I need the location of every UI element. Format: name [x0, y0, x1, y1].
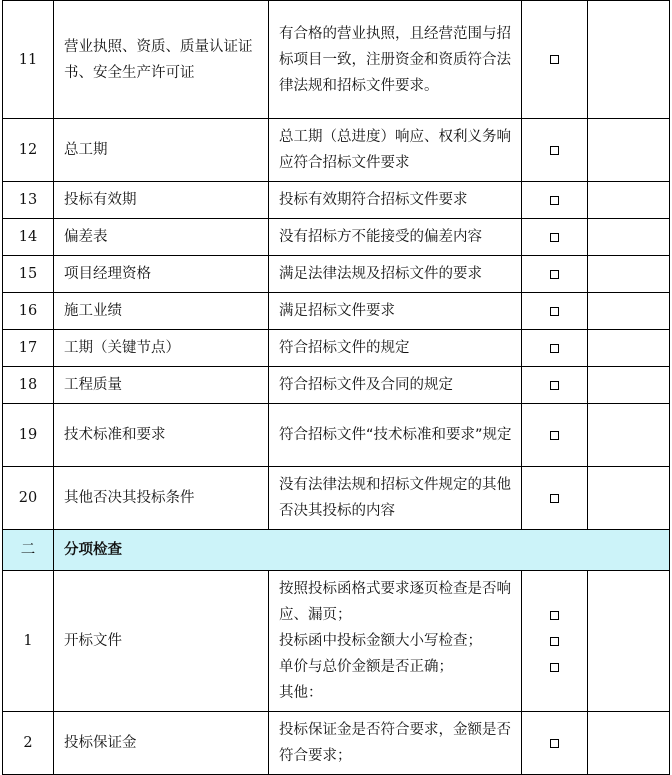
checkbox-icon[interactable] [550, 307, 559, 316]
table-row [3, 182, 670, 219]
criteria-line: 投标函中投标金额大小写检查； [279, 633, 482, 649]
criteria-line: 符合招标文件的规定 [279, 340, 410, 356]
checkbox-icon[interactable] [550, 344, 559, 353]
review-table [2, 0, 670, 775]
check-item: 开标文件 [54, 571, 269, 712]
criteria-line: 单价与总价金额是否正确； [279, 659, 453, 675]
table-row [3, 293, 670, 330]
check-criteria [269, 712, 522, 775]
criteria-line: 符合招标文件及合同的规定 [279, 377, 453, 393]
checkbox-line [522, 224, 587, 250]
check-item: 技术标准和要求 [54, 404, 269, 467]
row-number: 12 [3, 119, 54, 182]
table-row [3, 119, 670, 182]
row-number: 19 [3, 404, 54, 467]
criteria-line: 有合格的营业执照，且经营范围与招标项目一致，注册资金和资质符合法律法规和招标文件要求。 [279, 25, 511, 94]
checkbox-line [522, 335, 587, 361]
remarks-cell [588, 404, 670, 467]
remarks-cell [588, 330, 670, 367]
section-header-row [3, 530, 670, 571]
remarks-cell [588, 571, 670, 712]
remarks-cell [588, 182, 670, 219]
table-row [3, 367, 670, 404]
criteria-line: 满足法律法规及招标文件的要求 [279, 266, 482, 282]
checkbox-line [522, 422, 587, 448]
remarks-cell [588, 256, 670, 293]
checkbox-line [522, 602, 587, 628]
checkbox-icon[interactable] [550, 196, 559, 205]
check-item: 其他否决其投标条件 [54, 467, 269, 530]
table-row [3, 404, 670, 467]
checkbox-icon[interactable] [550, 270, 559, 279]
table-row [3, 467, 670, 530]
check-boxes [522, 330, 588, 367]
row-number: 16 [3, 293, 54, 330]
check-boxes [522, 219, 588, 256]
remarks-cell [588, 119, 670, 182]
table-row [3, 256, 670, 293]
section-title: 分项检查 [54, 530, 670, 571]
check-boxes [522, 1, 588, 119]
check-boxes [522, 367, 588, 404]
check-boxes [522, 571, 588, 712]
row-number: 13 [3, 182, 54, 219]
row-number: 18 [3, 367, 54, 404]
check-boxes [522, 182, 588, 219]
check-criteria [269, 330, 522, 367]
criteria-line: 其他： [279, 685, 323, 701]
table-row [3, 712, 670, 775]
check-boxes [522, 293, 588, 330]
checkbox-line [522, 730, 587, 756]
checkbox-icon[interactable] [550, 663, 559, 672]
section-number: 二 [3, 530, 54, 571]
check-item: 工期（关键节点） [54, 330, 269, 367]
checkbox-line [522, 137, 587, 163]
remarks-cell [588, 293, 670, 330]
criteria-line: 没有法律法规和招标文件规定的其他否决其投标的内容 [279, 477, 511, 519]
row-number: 17 [3, 330, 54, 367]
checkbox-icon[interactable] [550, 494, 559, 503]
checkbox-icon[interactable] [550, 233, 559, 242]
row-number: 15 [3, 256, 54, 293]
criteria-line: 投标保证金是否符合要求，金额是否符合要求； [279, 722, 511, 764]
table-row [3, 219, 670, 256]
checkbox-icon[interactable] [550, 611, 559, 620]
checkbox-line [522, 298, 587, 324]
checkbox-icon[interactable] [550, 55, 559, 64]
check-criteria [269, 571, 522, 712]
check-item: 工程质量 [54, 367, 269, 404]
remarks-cell [588, 367, 670, 404]
criteria-line: 总工期（总进度）响应、权利义务响应符合招标文件要求 [279, 129, 511, 171]
check-boxes [522, 712, 588, 775]
check-boxes [522, 119, 588, 182]
checkbox-icon[interactable] [550, 146, 559, 155]
checkbox-line [522, 654, 587, 680]
row-number: 1 [3, 571, 54, 712]
check-criteria [269, 1, 522, 119]
check-item: 投标有效期 [54, 182, 269, 219]
check-criteria [269, 182, 522, 219]
table-row [3, 571, 670, 712]
remarks-cell [588, 712, 670, 775]
criteria-line: 没有招标方不能接受的偏差内容 [279, 229, 482, 245]
check-criteria [269, 219, 522, 256]
check-item: 投标保证金 [54, 712, 269, 775]
row-number: 2 [3, 712, 54, 775]
row-number: 11 [3, 1, 54, 119]
checkbox-line [522, 47, 587, 73]
checkbox-line [522, 485, 587, 511]
check-criteria [269, 256, 522, 293]
check-boxes [522, 256, 588, 293]
checkbox-icon[interactable] [550, 381, 559, 390]
checkbox-icon[interactable] [550, 739, 559, 748]
criteria-line: 满足招标文件要求 [279, 303, 395, 319]
checkbox-icon[interactable] [550, 637, 559, 646]
check-criteria [269, 293, 522, 330]
row-number: 20 [3, 467, 54, 530]
check-boxes [522, 467, 588, 530]
checkbox-line [522, 628, 587, 654]
remarks-cell [588, 467, 670, 530]
checkbox-line [522, 261, 587, 287]
check-criteria [269, 119, 522, 182]
check-boxes [522, 404, 588, 467]
checkbox-line [522, 187, 587, 213]
check-criteria [269, 467, 522, 530]
check-item: 总工期 [54, 119, 269, 182]
check-item: 施工业绩 [54, 293, 269, 330]
criteria-line: 按照投标函格式要求逐页检查是否响应、漏页； [279, 581, 511, 623]
check-item: 营业执照、资质、质量认证证书、安全生产许可证 [54, 1, 269, 119]
check-item: 偏差表 [54, 219, 269, 256]
check-criteria [269, 404, 522, 467]
remarks-cell [588, 219, 670, 256]
table-row [3, 1, 670, 119]
checkbox-line [522, 372, 587, 398]
row-number: 14 [3, 219, 54, 256]
checkbox-icon[interactable] [550, 431, 559, 440]
criteria-line: 投标有效期符合招标文件要求 [279, 192, 468, 208]
table-row [3, 330, 670, 367]
check-item: 项目经理资格 [54, 256, 269, 293]
criteria-line: 符合招标文件“技术标准和要求”规定 [279, 427, 512, 443]
remarks-cell [588, 1, 670, 119]
check-criteria [269, 367, 522, 404]
